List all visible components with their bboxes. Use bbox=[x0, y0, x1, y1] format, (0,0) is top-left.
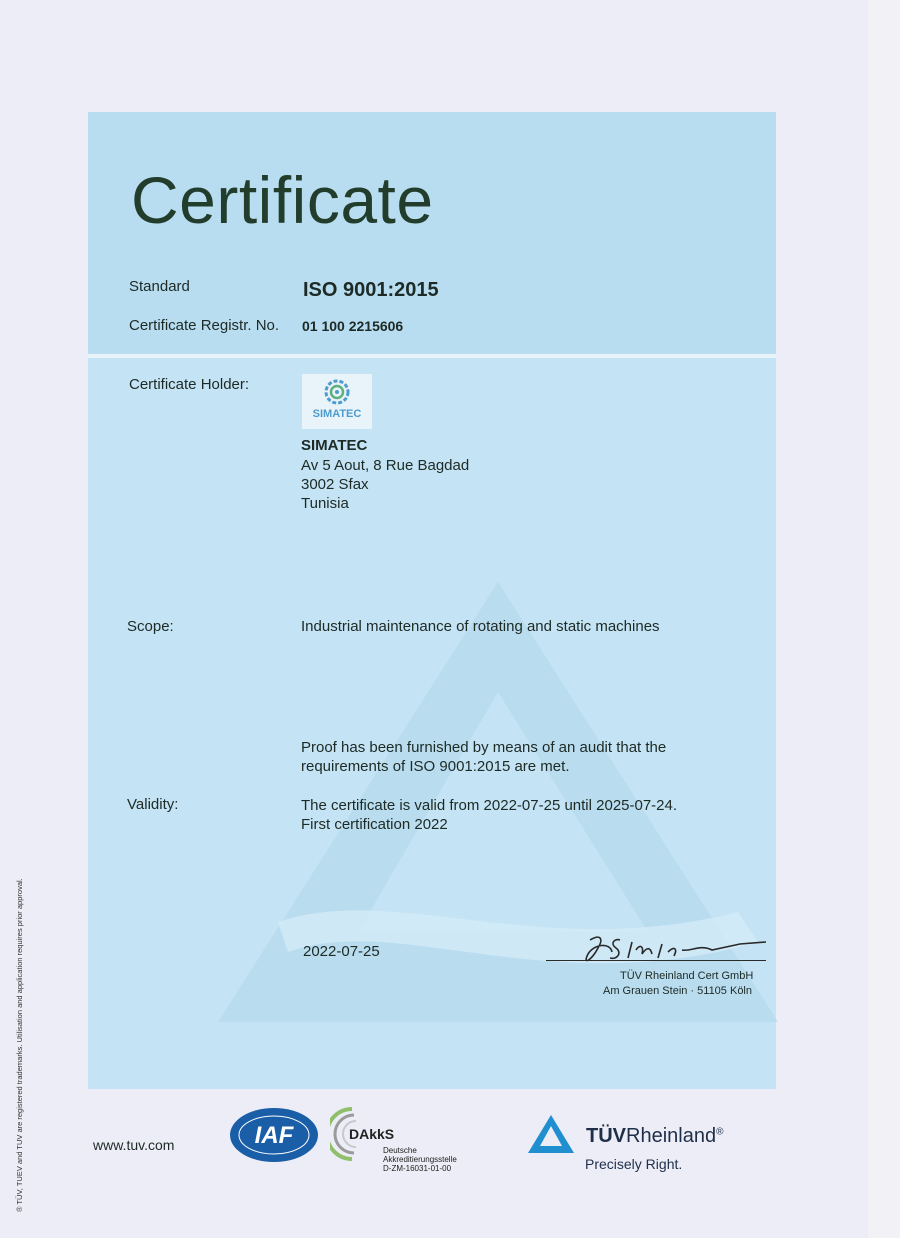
holder-label: Certificate Holder: bbox=[129, 376, 250, 393]
certificate-title: Certificate bbox=[131, 163, 434, 237]
iaf-text: IAF bbox=[254, 1122, 294, 1149]
scope-value: Industrial maintenance of rotating and static machines bbox=[301, 618, 660, 635]
simatec-gear-icon bbox=[302, 374, 372, 408]
holder-country: Tunisia bbox=[301, 495, 349, 512]
simatec-logo bbox=[302, 374, 372, 429]
validity-line1: The certificate is valid from 2022-07-25 until 2025-07-24. bbox=[301, 797, 678, 814]
tuv-triangle-logo bbox=[528, 1115, 574, 1160]
signature-line bbox=[546, 960, 766, 961]
holder-name: SIMATEC bbox=[301, 437, 368, 454]
issue-date: 2022-07-25 bbox=[303, 943, 380, 960]
iaf-logo bbox=[229, 1107, 319, 1168]
footer-url: www.tuv.com bbox=[93, 1137, 175, 1153]
validity-line2: First certification 2022 bbox=[301, 816, 448, 833]
tuv-tagline: Precisely Right. bbox=[585, 1156, 683, 1172]
issuer-name: TÜV Rheinland Cert GmbH bbox=[620, 970, 754, 982]
standard-label: Standard bbox=[129, 278, 190, 295]
tuv-triangle-icon bbox=[528, 1115, 574, 1155]
proof-line2: requirements of ISO 9001:2015 are met. bbox=[301, 758, 570, 775]
standard-value: ISO 9001:2015 bbox=[303, 279, 439, 301]
dakks-line3: D-ZM-16031-01-00 bbox=[383, 1164, 452, 1173]
dakks-line2: Akkreditierungsstelle bbox=[383, 1155, 457, 1164]
signature bbox=[570, 930, 770, 972]
scope-label: Scope: bbox=[127, 618, 174, 635]
header-divider bbox=[88, 354, 776, 358]
dakks-line1: Deutsche bbox=[383, 1146, 417, 1155]
dakks-name: DAkkS bbox=[349, 1126, 395, 1142]
simatec-logo-text: SIMATEC bbox=[312, 408, 362, 420]
trademark-note: ® TÜV, TUEV and TUV are registered trademarks. Utilisation and application requires prior approval. bbox=[15, 878, 24, 1212]
tuv-wordmark bbox=[586, 1125, 723, 1148]
registration-label: Certificate Registr. No. bbox=[129, 317, 280, 334]
tuv-registered-mark: ® bbox=[716, 1126, 724, 1138]
issuer-address: Am Grauen Stein · 51105 Köln bbox=[603, 985, 752, 997]
registration-number: 01 100 2215606 bbox=[302, 318, 404, 334]
tuv-wordmark-bold: TÜV bbox=[586, 1125, 626, 1147]
validity-label: Validity: bbox=[127, 796, 179, 813]
tuv-wordmark-rest: Rheinland bbox=[626, 1125, 717, 1147]
holder-address-line2: 3002 Sfax bbox=[301, 476, 369, 493]
iaf-emblem-icon bbox=[229, 1107, 319, 1163]
holder-address-line1: Av 5 Aout, 8 Rue Bagdad bbox=[301, 457, 470, 474]
proof-line1: Proof has been furnished by means of an audit that the bbox=[301, 739, 667, 756]
